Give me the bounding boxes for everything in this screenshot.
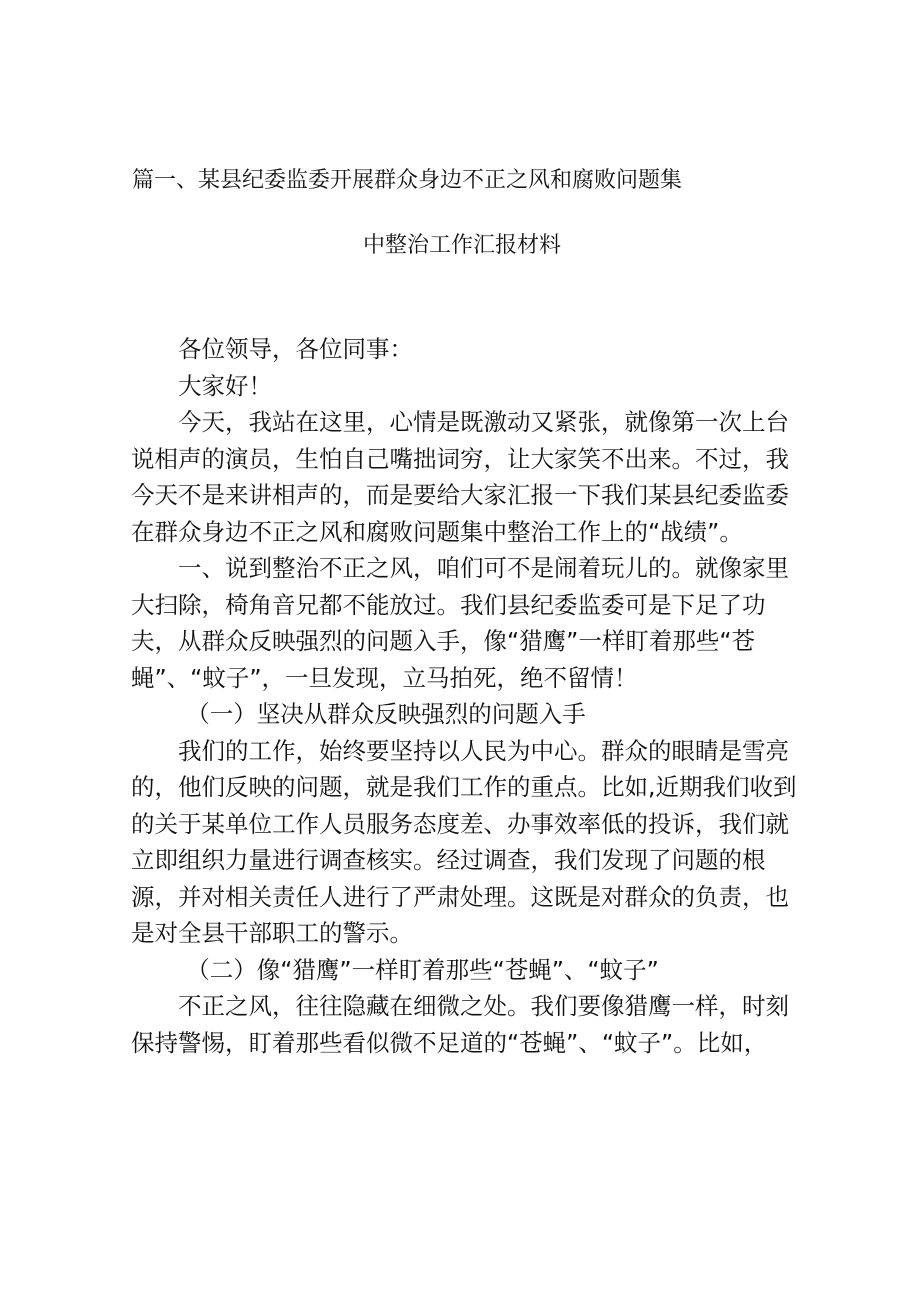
salutation: 各位领导，各位同事：	[178, 335, 413, 363]
opening-paragraph: 今天，我站在这里，心情是既激动又紧张，就像第一次上台说相声的演员，生怕自己嘴拙词穷，让大家笑不出来。不过，我今天不是来讲相声的，而是要给大家汇报一下我们某县纪委监委在群众身边不正之风和腐败问题集中整治工作上的“战绩”。	[131, 408, 789, 546]
subsection-two-heading: （二）像“猎鹰”一样盯着那些“苍蝇”、“蚊子”	[186, 955, 659, 984]
document-title-line-1: 篇一、某县纪委监委开展群众身边不正之风和腐败问题集	[132, 168, 683, 193]
subsection-one-heading: （一）坚决从群众反映强烈的问题入手	[186, 700, 586, 728]
greeting: 大家好！	[178, 371, 272, 400]
document-body	[131, 331, 807, 1061]
subsection-two-paragraph: 不正之风，往往隐藏在细微之处。我们要像猎鹰一样，时刻保持警惕，盯着那些看似微不足道的“苍蝇”、“蚊子”。比如，	[131, 992, 789, 1057]
section-one-paragraph: 一、说到整治不正之风，咱们可不是闹着玩儿的。就像家里大扫除，椅角音兄都不能放过。我们县纪委监委可是下足了功夫，从群众反映强烈的问题入手，像“猎鹰”一样盯着那些“苍蝇”、“蚊子”，一旦发现，立马拍死，绝不留情！	[131, 554, 789, 692]
subsection-one-paragraph: 我们的工作，始终要坚持以人民为中心。群众的眼睛是雪亮的，他们反映的问题，就是我们工作的重点。比如,近期我们收到的关于某单位工作人员服务态度差、办事效率低的投诉，我们就立即组织力量进行调查核实。经过调查，我们发现了问题的根源，并对相关责任人进行了严肃处理。这既是对群众的负责，也是对全县干部职工的警示。	[131, 736, 797, 947]
document-title-line-2: 中整治工作汇报材料	[363, 233, 562, 258]
